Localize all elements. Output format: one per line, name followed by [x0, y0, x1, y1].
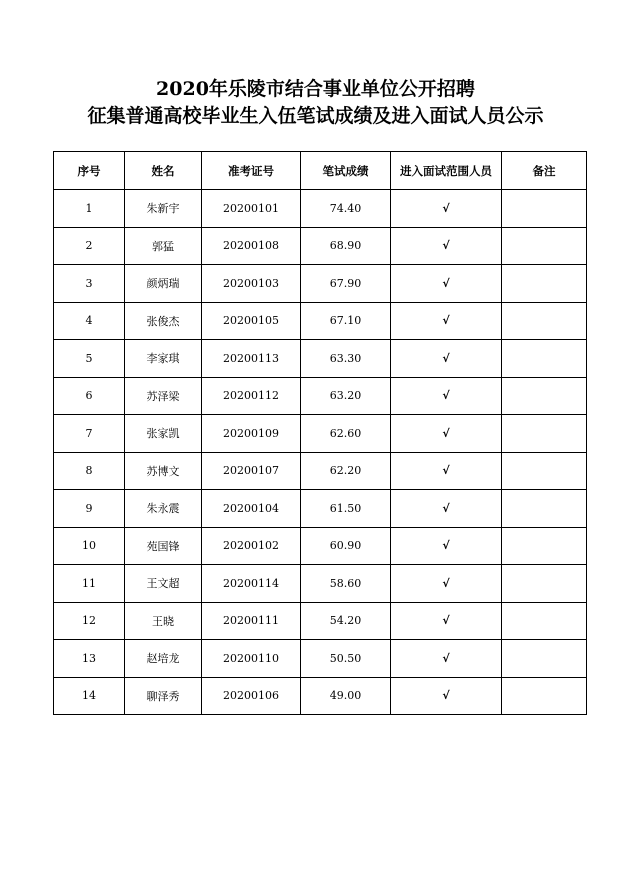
cell-name: 聊泽秀	[125, 677, 202, 715]
header-interview: 进入面试范围人员	[391, 152, 502, 190]
cell-exam-id: 20200102	[202, 527, 301, 565]
cell-interview-check: √	[391, 227, 502, 265]
cell-name: 苏博文	[125, 452, 202, 490]
cell-interview-check: √	[391, 677, 502, 715]
cell-name: 李家琪	[125, 340, 202, 378]
cell-index: 7	[54, 415, 125, 453]
cell-name: 赵培龙	[125, 640, 202, 678]
cell-score: 61.50	[301, 490, 391, 528]
cell-index: 8	[54, 452, 125, 490]
cell-score: 67.10	[301, 302, 391, 340]
header-row	[54, 152, 587, 190]
table-row	[54, 415, 587, 453]
results-table	[53, 151, 587, 715]
cell-name: 朱新宇	[125, 190, 202, 228]
cell-remark	[502, 490, 587, 528]
cell-index: 13	[54, 640, 125, 678]
cell-name: 朱永震	[125, 490, 202, 528]
cell-remark	[502, 340, 587, 378]
cell-exam-id: 20200109	[202, 415, 301, 453]
table-row	[54, 377, 587, 415]
cell-exam-id: 20200111	[202, 602, 301, 640]
cell-interview-check: √	[391, 452, 502, 490]
cell-exam-id: 20200105	[202, 302, 301, 340]
cell-index: 5	[54, 340, 125, 378]
cell-index: 1	[54, 190, 125, 228]
cell-index: 9	[54, 490, 125, 528]
cell-name: 郭猛	[125, 227, 202, 265]
cell-score: 54.20	[301, 602, 391, 640]
cell-exam-id: 20200101	[202, 190, 301, 228]
cell-interview-check: √	[391, 377, 502, 415]
cell-remark	[502, 302, 587, 340]
cell-score: 50.50	[301, 640, 391, 678]
cell-score: 62.20	[301, 452, 391, 490]
table-row	[54, 640, 587, 678]
cell-name: 张家凯	[125, 415, 202, 453]
cell-exam-id: 20200107	[202, 452, 301, 490]
cell-index: 12	[54, 602, 125, 640]
table-header	[54, 152, 587, 190]
cell-interview-check: √	[391, 190, 502, 228]
table-row	[54, 490, 587, 528]
cell-index: 2	[54, 227, 125, 265]
cell-exam-id: 20200108	[202, 227, 301, 265]
cell-remark	[502, 640, 587, 678]
header-exam-id: 准考证号	[202, 152, 301, 190]
cell-exam-id: 20200106	[202, 677, 301, 715]
cell-interview-check: √	[391, 640, 502, 678]
cell-remark	[502, 527, 587, 565]
cell-score: 62.60	[301, 415, 391, 453]
document-title-line-2: 征集普通高校毕业生入伍笔试成绩及进入面试人员公示	[87, 105, 544, 127]
cell-score: 68.90	[301, 227, 391, 265]
cell-exam-id: 20200104	[202, 490, 301, 528]
cell-remark	[502, 677, 587, 715]
table-row	[54, 340, 587, 378]
table-row	[54, 227, 587, 265]
cell-interview-check: √	[391, 302, 502, 340]
cell-remark	[502, 415, 587, 453]
cell-interview-check: √	[391, 265, 502, 303]
cell-name: 王文超	[125, 565, 202, 603]
document-title-line-1: 2020年乐陵市结合事业单位公开招聘	[156, 78, 475, 100]
cell-remark	[502, 265, 587, 303]
cell-score: 58.60	[301, 565, 391, 603]
cell-score: 60.90	[301, 527, 391, 565]
table-row	[54, 602, 587, 640]
cell-interview-check: √	[391, 602, 502, 640]
cell-index: 10	[54, 527, 125, 565]
cell-name: 王晓	[125, 602, 202, 640]
cell-index: 3	[54, 265, 125, 303]
cell-exam-id: 20200112	[202, 377, 301, 415]
cell-name: 颜炳瑞	[125, 265, 202, 303]
cell-remark	[502, 602, 587, 640]
cell-remark	[502, 565, 587, 603]
cell-remark	[502, 227, 587, 265]
cell-interview-check: √	[391, 527, 502, 565]
table-row	[54, 265, 587, 303]
table-body	[54, 190, 587, 715]
cell-index: 11	[54, 565, 125, 603]
cell-score: 74.40	[301, 190, 391, 228]
cell-exam-id: 20200114	[202, 565, 301, 603]
cell-index: 14	[54, 677, 125, 715]
cell-interview-check: √	[391, 340, 502, 378]
cell-interview-check: √	[391, 565, 502, 603]
cell-exam-id: 20200113	[202, 340, 301, 378]
table-row	[54, 527, 587, 565]
cell-index: 6	[54, 377, 125, 415]
table-row	[54, 190, 587, 228]
table-row	[54, 677, 587, 715]
cell-remark	[502, 452, 587, 490]
cell-remark	[502, 377, 587, 415]
table-row	[54, 302, 587, 340]
header-name: 姓名	[125, 152, 202, 190]
header-score: 笔试成绩	[301, 152, 391, 190]
header-index: 序号	[54, 152, 125, 190]
cell-index: 4	[54, 302, 125, 340]
cell-score: 63.30	[301, 340, 391, 378]
cell-exam-id: 20200103	[202, 265, 301, 303]
cell-exam-id: 20200110	[202, 640, 301, 678]
cell-remark	[502, 190, 587, 228]
cell-score: 49.00	[301, 677, 391, 715]
cell-score: 67.90	[301, 265, 391, 303]
cell-score: 63.20	[301, 377, 391, 415]
cell-interview-check: √	[391, 490, 502, 528]
cell-name: 苏泽梁	[125, 377, 202, 415]
header-remark: 备注	[502, 152, 587, 190]
cell-interview-check: √	[391, 415, 502, 453]
cell-name: 张俊杰	[125, 302, 202, 340]
table-row	[54, 565, 587, 603]
table-row	[54, 452, 587, 490]
cell-name: 苑国锋	[125, 527, 202, 565]
